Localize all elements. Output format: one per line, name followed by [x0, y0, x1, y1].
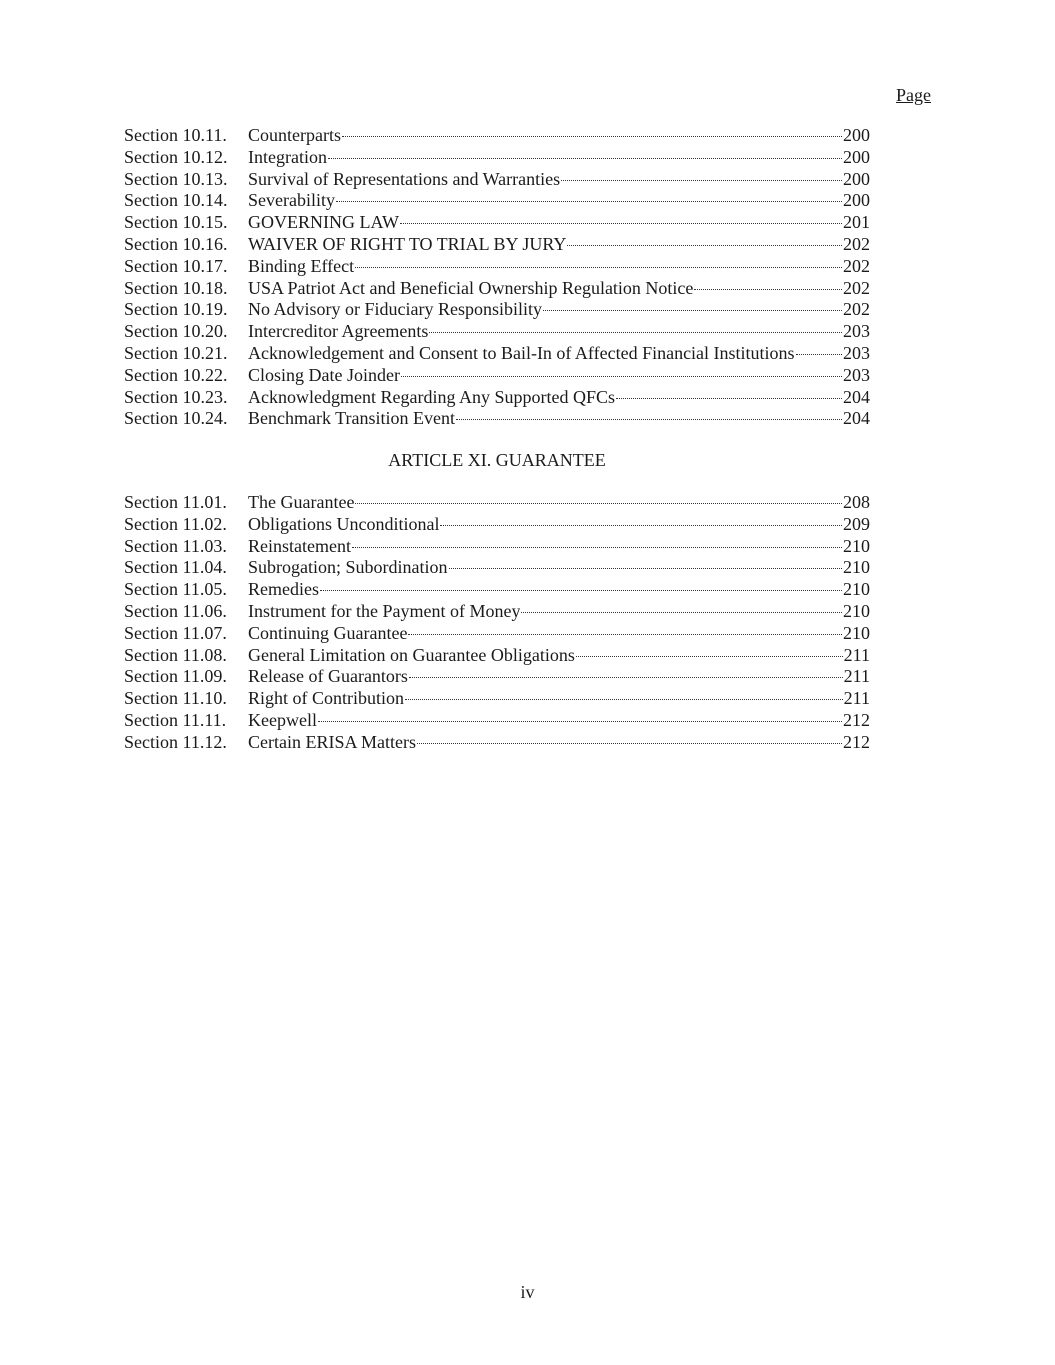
section-title: Release of Guarantors	[248, 666, 408, 687]
section-number: Section 11.10.	[124, 688, 227, 709]
section-number: Section 10.22.	[124, 364, 228, 385]
section-title: Severability	[248, 190, 335, 211]
section-title: Keepwell	[248, 709, 317, 730]
section-title: Acknowledgement and Consent to Bail-In of Affected Financial Institutions	[248, 342, 795, 363]
section-page: 200	[843, 190, 870, 211]
dot-leader	[456, 419, 842, 420]
section-number: Section 10.13.	[124, 168, 228, 189]
dot-leader	[449, 568, 843, 569]
section-page: 212	[843, 731, 870, 752]
section-number: Section 11.12.	[124, 731, 227, 752]
section-title: WAIVER OF RIGHT TO TRIAL BY JURY	[248, 233, 567, 254]
section-page: 202	[843, 233, 870, 254]
section-title: The Guarantee	[248, 492, 355, 512]
section-page: 202	[843, 299, 870, 320]
section-number: Section 11.09.	[124, 666, 227, 687]
toc-row[interactable]	[124, 190, 870, 212]
toc-row[interactable]	[124, 492, 870, 514]
toc-row[interactable]	[124, 234, 870, 256]
section-title: Acknowledgment Regarding Any Supported QFCs	[248, 386, 615, 407]
section-page: 210	[843, 579, 870, 600]
section-number: Section 11.08.	[124, 644, 227, 665]
section-page: 202	[843, 277, 870, 298]
section-number: Section 11.06.	[124, 600, 227, 621]
dot-leader	[328, 158, 842, 159]
section-page: 210	[843, 535, 870, 556]
section-title: Instrument for the Payment of Money	[248, 600, 521, 621]
section-page: 209	[843, 513, 870, 534]
toc-row[interactable]	[124, 147, 870, 169]
toc-row[interactable]	[124, 514, 870, 536]
section-number: Section 10.19.	[124, 299, 228, 320]
section-title: Survival of Representations and Warranties	[248, 168, 561, 189]
dot-leader	[318, 721, 842, 722]
section-title: No Advisory or Fiduciary Responsibility	[248, 299, 542, 320]
dot-leader	[429, 332, 842, 333]
section-number: Section 11.07.	[124, 622, 227, 643]
section-number: Section 11.11.	[124, 709, 227, 730]
section-number: Section 10.23.	[124, 386, 228, 407]
section-title: Binding Effect	[248, 255, 355, 276]
toc-row[interactable]	[124, 365, 870, 387]
section-number: Section 10.24.	[124, 408, 228, 429]
toc-row[interactable]	[124, 601, 870, 623]
dot-leader	[543, 310, 842, 311]
dot-leader	[576, 656, 843, 657]
toc-row[interactable]	[124, 343, 870, 365]
toc-row[interactable]	[124, 299, 870, 321]
section-number: Section 10.12.	[124, 146, 228, 167]
section-number: Section 11.01.	[124, 492, 227, 512]
section-page: 203	[843, 321, 870, 342]
section-page: 212	[843, 709, 870, 730]
section-page: 210	[843, 622, 870, 643]
section-number: Section 10.17.	[124, 255, 228, 276]
section-number: Section 11.03.	[124, 535, 227, 556]
dot-leader	[342, 136, 842, 137]
section-page: 211	[843, 666, 870, 687]
toc-row[interactable]	[124, 278, 870, 300]
dot-leader	[440, 525, 842, 526]
section-title: Right of Contribution	[248, 688, 405, 709]
dot-leader	[796, 354, 842, 355]
toc-row[interactable]	[124, 256, 870, 278]
toc-article-11-list	[124, 492, 870, 754]
section-title: GOVERNING LAW	[248, 212, 400, 233]
dot-leader	[352, 547, 842, 548]
dot-leader	[417, 743, 842, 744]
section-title: Reinstatement	[248, 535, 351, 556]
toc-row[interactable]	[124, 579, 870, 601]
toc-row[interactable]	[124, 666, 870, 688]
page-number: iv	[520, 1282, 535, 1302]
section-page: 200	[843, 168, 870, 189]
section-number: Section 11.02.	[124, 513, 227, 534]
section-number: Section 10.11.	[124, 125, 227, 145]
section-page: 200	[843, 146, 870, 167]
section-title: Intercreditor Agreements	[248, 321, 429, 342]
section-page: 204	[843, 408, 870, 429]
section-page: 202	[843, 255, 870, 276]
section-page: 204	[843, 386, 870, 407]
section-page: 211	[843, 644, 870, 665]
dot-leader	[561, 180, 842, 181]
toc-row[interactable]	[124, 408, 870, 430]
section-title: Obligations Unconditional	[248, 513, 440, 534]
toc-row[interactable]	[124, 387, 870, 409]
toc-row[interactable]	[124, 710, 870, 732]
section-title: Integration	[248, 146, 327, 167]
toc-row[interactable]	[124, 321, 870, 343]
toc-article-10-list	[124, 125, 870, 430]
dot-leader	[405, 699, 843, 700]
dot-leader	[336, 201, 842, 202]
dot-leader	[409, 677, 843, 678]
toc-row[interactable]	[124, 125, 870, 147]
toc-row[interactable]	[124, 536, 870, 558]
section-title: Certain ERISA Matters	[248, 731, 416, 752]
section-number: Section 10.18.	[124, 277, 228, 298]
section-number: Section 10.14.	[124, 190, 228, 211]
toc-row[interactable]	[124, 557, 870, 579]
toc-row[interactable]	[124, 688, 870, 710]
dot-leader	[408, 634, 842, 635]
section-page: 211	[843, 688, 870, 709]
section-page: 201	[843, 212, 870, 233]
dot-leader	[320, 590, 842, 591]
section-title: Counterparts	[248, 125, 341, 145]
dot-leader	[355, 503, 842, 504]
section-number: Section 10.15.	[124, 212, 228, 233]
section-page: 208	[843, 492, 870, 512]
toc-row[interactable]	[124, 645, 870, 667]
section-page: 203	[843, 364, 870, 385]
dot-leader	[355, 267, 842, 268]
section-number: Section 10.16.	[124, 233, 228, 254]
dot-leader	[567, 245, 842, 246]
section-title: Benchmark Transition Event	[248, 408, 455, 429]
toc-row[interactable]	[124, 732, 870, 754]
dot-leader	[400, 223, 842, 224]
dot-leader	[401, 376, 842, 377]
section-page: 210	[843, 600, 870, 621]
page-column-label: Page	[896, 85, 931, 105]
dot-leader	[521, 612, 842, 613]
section-title: Closing Date Joinder	[248, 364, 400, 385]
toc-row[interactable]	[124, 212, 870, 234]
section-title: General Limitation on Guarantee Obligations	[248, 644, 575, 665]
section-title: Subrogation; Subordination	[248, 557, 448, 578]
section-number: Section 11.04.	[124, 557, 227, 578]
section-title: Continuing Guarantee	[248, 622, 408, 643]
toc-row[interactable]	[124, 169, 870, 191]
article-heading: ARTICLE XI. GUARANTEE	[388, 450, 606, 470]
dot-leader	[694, 289, 842, 290]
section-title: USA Patriot Act and Beneficial Ownership Regulation Notice	[248, 277, 694, 298]
section-number: Section 10.20.	[124, 321, 228, 342]
dot-leader	[616, 398, 842, 399]
toc-row[interactable]	[124, 623, 870, 645]
section-title: Remedies	[248, 579, 319, 600]
section-number: Section 11.05.	[124, 579, 227, 600]
section-page: 200	[843, 125, 870, 145]
section-page: 203	[843, 342, 870, 363]
section-page: 210	[843, 557, 870, 578]
section-number: Section 10.21.	[124, 342, 228, 363]
